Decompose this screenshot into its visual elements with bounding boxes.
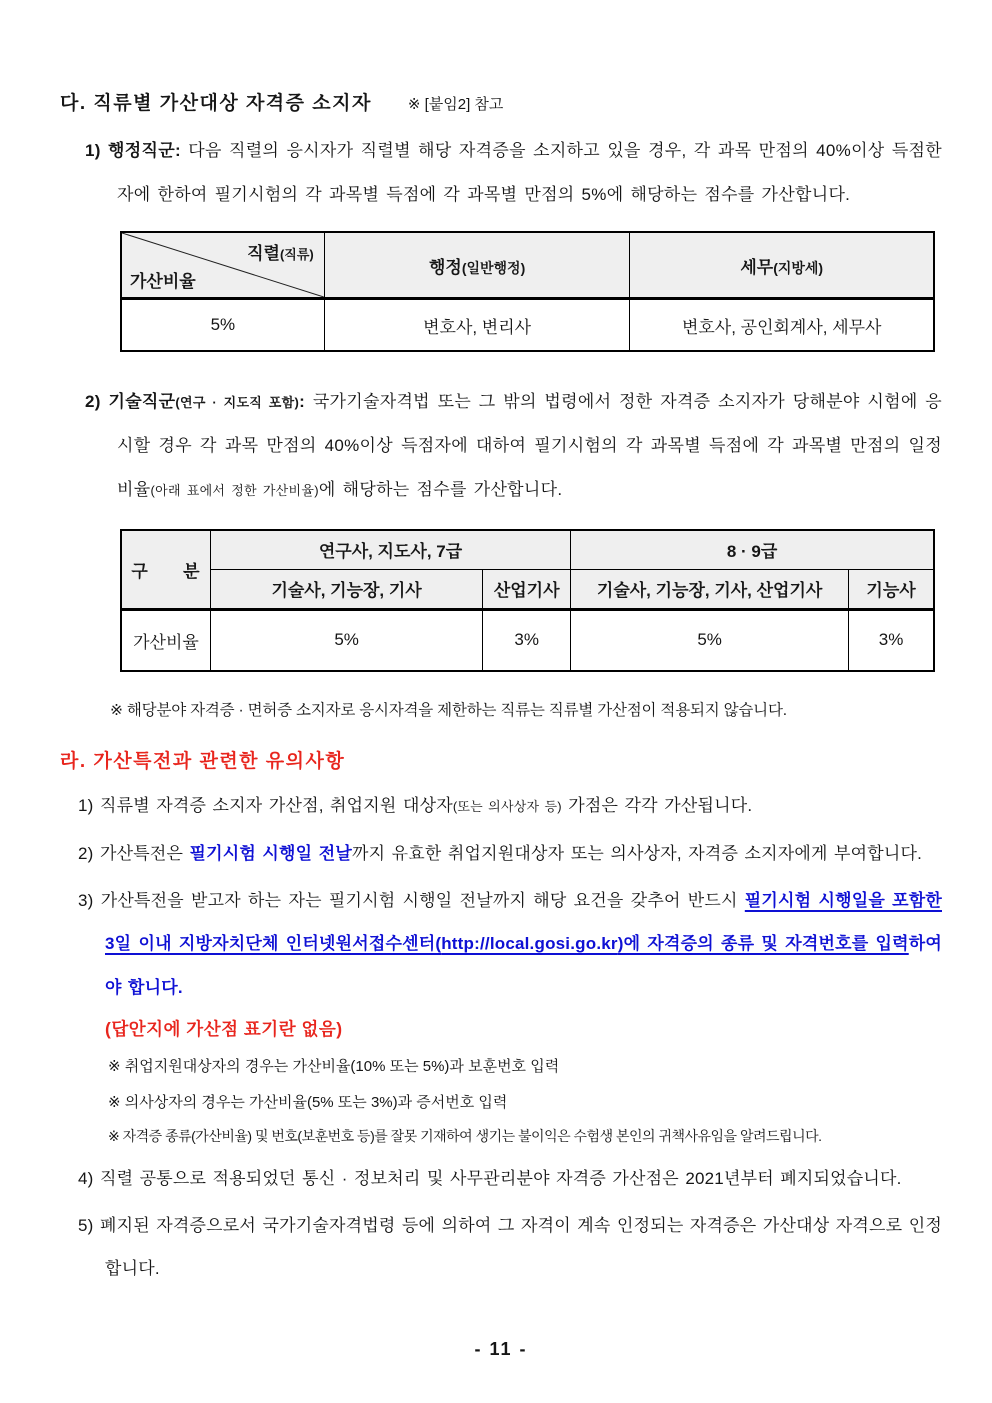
admin-table-data-row (121, 299, 934, 352)
sub-note-1: ※ 의사상자의 경우는 가산비율(5% 또는 3%)과 증서번호 입력 (108, 1093, 508, 1111)
header-admin-sub: (일반행정) (461, 259, 526, 276)
item-number: 5) (78, 1216, 94, 1236)
rate-cell-3: 3% (849, 609, 934, 671)
sub-note-0: ※ 취업지원대상자의 경우는 가산비율(10% 또는 5%)과 보훈번호 입력 (108, 1058, 560, 1076)
item5-text: 폐지된 자격증으로서 국가기술자격법령 등에 의하여 그 자격이 계속 인정되는 자격증은 가산대상 자격으로 인정합니다. (99, 1216, 942, 1279)
section-da-heading (60, 92, 942, 117)
table-footnote: ※ 해당분야 자격증 · 면허증 소지자로 응시자격을 제한하는 직류는 직류별 가산점이 적용되지 않습니다. (110, 701, 787, 719)
item-number: 1) (85, 140, 101, 160)
item-number: 4) (78, 1168, 94, 1188)
admin-table-header-row (121, 232, 934, 299)
admin-group-body: 다음 직렬의 응시자가 직렬별 해당 자격증을 소지하고 있을 경우, 각 과목 만점의 40%이상 득점한 자에 한하여 필기시험의 각 과목별 득점에 각 과목별 만점의 5%에 해당하는 점수를 가산합니다. (117, 140, 942, 204)
list-item-4 (78, 1157, 942, 1200)
item2-text-a: 가산특전은 (99, 843, 190, 863)
title-separator: : (299, 392, 313, 412)
header-tax-sub: (지방세) (773, 259, 824, 276)
tech-bonus-table (120, 529, 935, 672)
sub-header-1: 산업기사 (483, 569, 571, 609)
tech-table-sub-header-row (121, 569, 934, 609)
item-number: 2) (78, 843, 94, 863)
tech-group-title-sub: (연구 · 지도직 포함) (175, 395, 300, 411)
tech-row-label: 가산비율 (121, 609, 210, 671)
rate-cell-2: 5% (571, 609, 849, 671)
header-tax (630, 232, 934, 299)
item-number: 1) (78, 796, 94, 816)
sub-header-2: 기술사, 기능장, 기사, 산업기사 (571, 569, 849, 609)
rate-cell-1: 3% (483, 609, 571, 671)
registration-instruction-tail: )에 자격증의 종류 및 자격번호를 입력 (617, 934, 909, 954)
list-item-5 (78, 1204, 942, 1291)
corner-label-series (247, 239, 314, 264)
tech-table-group-row (121, 530, 934, 570)
corner-cell (121, 232, 324, 299)
header-admin-main: 행정 (428, 257, 462, 277)
tech-corner-cell: 구 분 (121, 530, 210, 610)
list-item-1 (78, 784, 942, 827)
item4-text: 직렬 공통으로 적용되었던 통신 · 정보처리 및 사무관리분야 자격증 가산점은 2021년부터 폐지되었습니다. (99, 1168, 902, 1188)
tech-table-data-row (121, 609, 934, 671)
admin-group-title: 행정직군 (108, 140, 175, 160)
item1-text-a: 직류별 자격증 소지자 가산점, 취업지원 대상자 (99, 796, 453, 816)
item1-text-b: 가점은 각각 가산됩니다. (561, 796, 753, 816)
tech-group-body-sub: (아래 표에서 정한 가산비율) (150, 483, 319, 499)
item-number: 3) (78, 891, 94, 910)
corner-label-series-sub: (직류) (279, 247, 314, 263)
corner-label-rate: 가산비율 (130, 272, 196, 292)
list-item-3 (78, 879, 942, 1009)
sub-note-2: ※ 자격증 종류(가산비율) 및 번호(보훈번호 등)를 잘못 기재하여 생기는 불이익은 수험생 본인의 귀책사유임을 알려드립니다. (108, 1127, 822, 1144)
exam-eve-emphasis: 필기시험 시행일 전날 (189, 843, 352, 863)
answer-sheet-note: (답안지에 가산점 표기란 없음) (105, 1019, 343, 1040)
admin-group-paragraph (85, 129, 942, 217)
cell-admin-certs: 변호사, 변리사 (324, 299, 630, 352)
tech-group-paragraph (85, 380, 942, 513)
rate-cell-0: 5% (210, 609, 482, 671)
cell-bonus-rate: 5% (121, 299, 324, 352)
item1-text-sub: (또는 의사상자 등) (452, 799, 562, 815)
corner-label-series-main: 직렬 (247, 244, 280, 264)
sub-header-0: 기술사, 기능장, 기사 (210, 569, 482, 609)
title-separator: : (174, 140, 189, 160)
item2-text-b: 까지 유효한 취업지원대상자 또는 의사상자, 자격증 소지자에게 부여합니다. (351, 843, 923, 863)
header-tax-main: 세무 (740, 257, 774, 277)
item-number: 2) (85, 392, 101, 412)
gosi-link[interactable]: http://local.gosi.go.kr (441, 934, 618, 954)
header-admin (324, 232, 630, 299)
page-number: - 11 - (474, 1338, 528, 1359)
tech-group-body-a: 국가기술자격법 또는 그 밖의 법령에서 정한 자격증 소지자가 당해분야 시험에 응시할 경우 각 과목 만점의 40%이상 득점자에 대하여 필기시험의 각 과목별 득점에 각 과목별 만점의 일정비율 (117, 392, 942, 500)
cell-tax-certs: 변호사, 공인회계사, 세무사 (630, 299, 934, 352)
item3-text-a: 가산특전을 받고자 하는 자는 필기시험 시행일 전날까지 해당 요건을 갖추어 반드시 (100, 891, 745, 910)
tech-group-title: 기술직군 (108, 392, 176, 412)
tech-group-body-b: 에 해당하는 점수를 가산합니다. (318, 480, 563, 500)
group-header-right: 8 · 9급 (571, 530, 934, 570)
admin-bonus-table (120, 231, 935, 352)
attachment-ref-note: ※ [붙임2] 참고 (407, 96, 504, 113)
section-da-title: 다. 직류별 가산대상 자격증 소지자 (60, 93, 372, 114)
group-header-left: 연구사, 지도사, 7급 (210, 530, 570, 570)
sub-header-3: 기능사 (849, 569, 934, 609)
list-item-2 (78, 832, 942, 875)
section-ra-heading: 라. 가산특전과 관련한 유의사항 (60, 750, 346, 772)
item3-text-b: 하여야 합니다. (105, 934, 942, 997)
registration-instruction: 필기시험 시행일을 포함한 3일 이내 지방자치단체 인터넷원서접수센터( (105, 891, 942, 954)
